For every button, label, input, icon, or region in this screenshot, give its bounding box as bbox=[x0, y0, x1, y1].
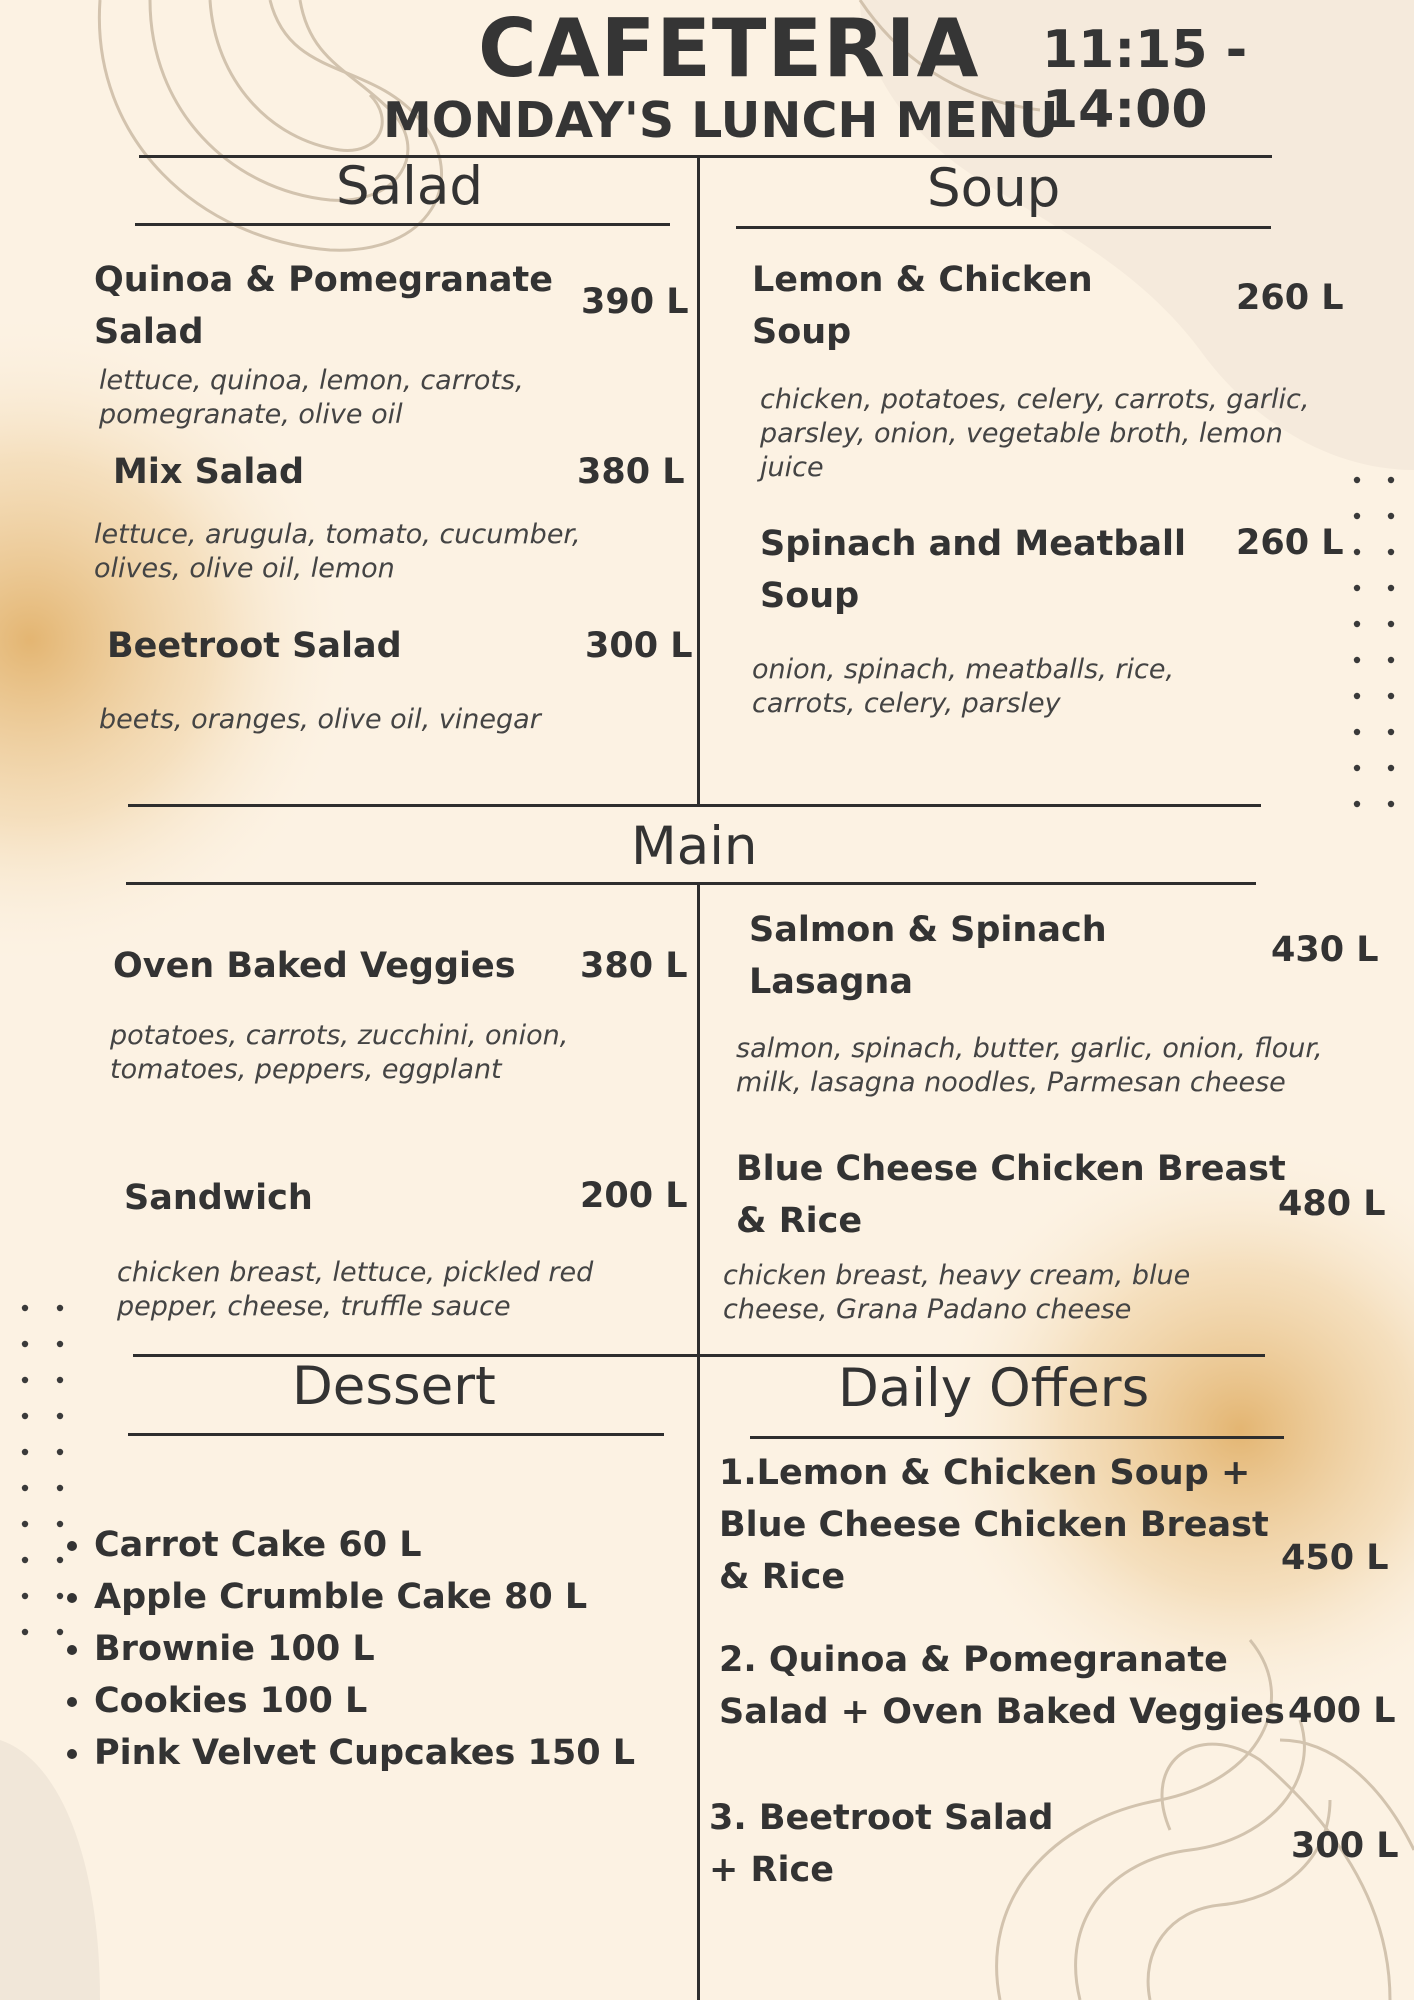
section-heading-dessert: Dessert bbox=[292, 1356, 496, 1417]
dessert-item: • Apple Crumble Cake 80 L bbox=[94, 1571, 635, 1623]
dish-ingredients: chicken breast, heavy cream, blue cheese, Grana Padano cheese bbox=[723, 1260, 1191, 1325]
dish-price: 390 L bbox=[581, 282, 689, 322]
dish-ingredients: salmon, spinach, butter, garlic, onion, flour, milk, lasagna noodles, Parmesan cheese bbox=[736, 1033, 1323, 1098]
dish-price: 200 L bbox=[580, 1176, 688, 1216]
dessert-list bbox=[56, 1519, 635, 1779]
dessert-item: • Carrot Cake 60 L bbox=[94, 1519, 635, 1571]
dish-name: Sandwich bbox=[124, 1178, 313, 1218]
dessert-item: • Cookies 100 L bbox=[94, 1675, 635, 1727]
dessert-item: • Pink Velvet Cupcakes 150 L bbox=[94, 1727, 635, 1779]
section-heading-soup: Soup bbox=[927, 158, 1061, 219]
offer-price: 300 L bbox=[1291, 1826, 1399, 1866]
dish-name: Quinoa & Pomegranate Salad bbox=[94, 260, 553, 352]
dish-ingredients: lettuce, arugula, tomato, cucumber, olives, olive oil, lemon bbox=[94, 519, 581, 584]
dish-ingredients: lettuce, quinoa, lemon, carrots, pomegranate, olive oil bbox=[99, 365, 524, 430]
column-divider-bottom bbox=[697, 884, 700, 2000]
main-bottom-divider bbox=[126, 882, 1256, 885]
dish-name: Mix Salad bbox=[113, 452, 305, 492]
dish-price: 380 L bbox=[580, 946, 688, 986]
opening-hours: 11:15 - 14:00 bbox=[1042, 20, 1248, 140]
offer-item: 1.Lemon & Chicken Soup + Blue Cheese Chicken Breast & Rice bbox=[719, 1453, 1269, 1597]
dish-price: 260 L bbox=[1236, 523, 1344, 563]
dish-name: Salmon & Spinach Lasagna bbox=[749, 910, 1107, 1002]
section-heading-offers: Daily Offers bbox=[838, 1358, 1150, 1419]
dish-ingredients: beets, oranges, olive oil, vinegar bbox=[99, 704, 541, 735]
dessert-item: • Brownie 100 L bbox=[94, 1623, 635, 1675]
soup-divider bbox=[736, 226, 1271, 229]
dish-name: Oven Baked Veggies bbox=[113, 946, 516, 986]
dish-price: 260 L bbox=[1236, 278, 1344, 318]
header-divider bbox=[139, 155, 1272, 158]
page-title: CAFETERIA bbox=[478, 2, 980, 95]
dessert-divider bbox=[128, 1433, 664, 1436]
dish-ingredients: chicken breast, lettuce, pickled red pepper, cheese, truffle sauce bbox=[117, 1257, 594, 1322]
section-heading-main: Main bbox=[631, 816, 758, 877]
section-heading-salad: Salad bbox=[336, 156, 483, 217]
main-top-divider bbox=[128, 804, 1261, 807]
offer-price: 450 L bbox=[1281, 1538, 1389, 1578]
dish-name: Spinach and Meatball Soup bbox=[760, 524, 1186, 616]
dish-name: Blue Cheese Chicken Breast & Rice bbox=[736, 1149, 1286, 1241]
dish-price: 480 L bbox=[1278, 1184, 1386, 1224]
dish-name: Beetroot Salad bbox=[107, 626, 402, 666]
offer-item: 2. Quinoa & Pomegranate Salad + Oven Baked Veggies bbox=[719, 1640, 1285, 1732]
salad-divider bbox=[135, 223, 670, 226]
dish-ingredients: onion, spinach, meatballs, rice, carrots, celery, parsley bbox=[752, 654, 1175, 719]
dish-ingredients: potatoes, carrots, zucchini, onion, tomatoes, peppers, eggplant bbox=[110, 1020, 569, 1085]
dish-price: 380 L bbox=[577, 452, 685, 492]
dish-price: 430 L bbox=[1271, 930, 1379, 970]
menu-subtitle: MONDAY'S LUNCH MENU bbox=[383, 92, 1059, 149]
dish-price: 300 L bbox=[585, 626, 693, 666]
offer-price: 400 L bbox=[1288, 1691, 1396, 1731]
dish-name: Lemon & Chicken Soup bbox=[752, 260, 1093, 352]
offer-item: 3. Beetroot Salad + Rice bbox=[709, 1798, 1054, 1890]
column-divider-top bbox=[697, 157, 700, 804]
offers-divider bbox=[750, 1436, 1284, 1439]
dish-ingredients: chicken, potatoes, celery, carrots, garlic, parsley, onion, vegetable broth, lemon juice bbox=[760, 384, 1310, 483]
